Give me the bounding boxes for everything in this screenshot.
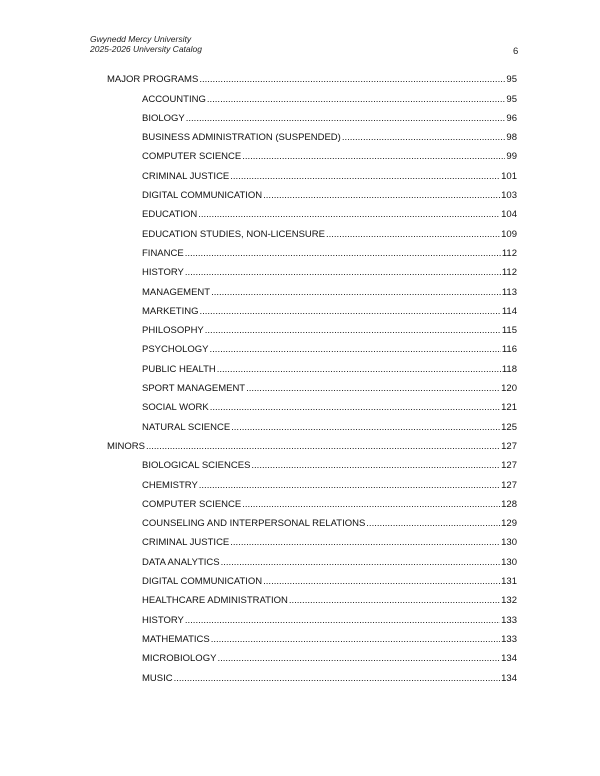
toc-entry[interactable] [0,375,517,394]
toc-entry[interactable] [0,124,517,143]
toc-entry-title: SOCIAL WORK [142,402,209,414]
toc-entry-title: HEALTHCARE ADMINISTRATION [142,595,288,607]
toc-entry[interactable] [0,568,517,587]
toc-entry-page: 125 [501,421,517,433]
toc-entry-page: 103 [501,190,517,202]
dot-leader [199,74,505,85]
dot-leader [242,499,500,510]
dot-leader [211,287,501,298]
toc-entry[interactable] [0,278,517,297]
dot-leader [185,615,500,626]
toc-entry[interactable] [0,413,517,432]
dot-leader [207,94,506,105]
toc-entry-page: 127 [501,479,517,491]
toc-entry-page: 134 [501,672,517,684]
toc-entry[interactable] [0,105,517,124]
toc-entry[interactable] [0,529,517,548]
toc-entry[interactable] [0,645,517,664]
toc-entry[interactable] [0,548,517,567]
toc-entry-page: 130 [501,556,517,568]
toc-section-entry[interactable] [0,66,517,85]
toc-entry-title: MAJOR PROGRAMS [107,74,199,86]
toc-entry[interactable] [0,587,517,606]
dot-leader [221,557,501,568]
toc-entry-title: ACCOUNTING [142,93,206,105]
toc-entry[interactable] [0,182,517,201]
toc-entry[interactable] [0,298,517,317]
toc-entry-page: 133 [501,614,517,626]
toc-entry-title: DATA ANALYTICS [142,556,220,568]
toc-entry-page: 127 [501,460,517,472]
toc-entry[interactable] [0,606,517,625]
toc-entry-title: COMPUTER SCIENCE [142,151,242,163]
toc-entry-title: HISTORY [142,267,184,279]
toc-entry-title: MICROBIOLOGY [142,653,217,665]
dot-leader [211,634,500,645]
toc-entry-page: 131 [501,576,517,588]
toc-entry-page: 129 [501,518,517,530]
toc-entry[interactable] [0,664,517,683]
toc-entry[interactable] [0,162,517,181]
toc-entry-page: 130 [501,537,517,549]
toc-entry-page: 121 [501,402,517,414]
toc-entry-page: 112 [501,247,517,259]
toc-entry-title: PUBLIC HEALTH [142,363,216,375]
toc-entry-page: 118 [501,363,517,375]
toc-entry-title: EDUCATION STUDIES, NON-LICENSURE [142,228,325,240]
toc-entry-page: 113 [501,286,517,298]
dot-leader [366,518,500,529]
dot-leader [289,595,500,606]
dot-leader [199,480,500,491]
toc-entry-title: COUNSELING AND INTERPERSONAL RELATIONS [142,518,366,530]
toc-entry-title: DIGITAL COMMUNICATION [142,576,263,588]
toc-entry-title: PSYCHOLOGY [142,344,209,356]
dot-leader [263,190,500,201]
dot-leader [185,248,501,259]
dot-leader [210,344,501,355]
catalog-title: 2025-2026 University Catalog [90,44,202,54]
dot-leader [185,267,501,278]
toc-entry[interactable] [0,491,517,510]
toc-entry-page: 96 [506,112,517,124]
toc-entry-title: CHEMISTRY [142,479,198,491]
table-of-contents [0,66,600,684]
toc-entry[interactable] [0,317,517,336]
dot-leader [217,653,500,664]
toc-entry[interactable] [0,626,517,645]
toc-entry-title: PHILOSOPHY [142,325,204,337]
toc-entry-title: NATURAL SCIENCE [142,421,231,433]
toc-entry-title: BUSINESS ADMINISTRATION (SUSPENDED) [142,132,341,144]
toc-entry[interactable] [0,240,517,259]
dot-leader [251,460,500,471]
toc-entry-page: 112 [501,267,517,279]
toc-entry-page: 95 [506,74,517,86]
dot-leader [210,402,500,413]
dot-leader [230,171,500,182]
toc-entry-title: COMPUTER SCIENCE [142,498,242,510]
toc-entry-page: 120 [501,383,517,395]
dot-leader [242,151,505,162]
toc-entry[interactable] [0,143,517,162]
toc-entry[interactable] [0,259,517,278]
toc-section-entry[interactable] [0,433,517,452]
toc-entry-page: 95 [506,93,517,105]
dot-leader [217,364,501,375]
toc-entry-page: 109 [501,228,517,240]
toc-entry-title: MINORS [107,440,145,452]
toc-entry-title: SPORT MANAGEMENT [142,383,246,395]
toc-entry-title: FINANCE [142,247,184,259]
page-header [90,34,202,54]
toc-entry[interactable] [0,201,517,220]
toc-entry-title: MARKETING [142,305,199,317]
toc-entry-title: BIOLOGICAL SCIENCES [142,460,251,472]
dot-leader [198,209,500,220]
dot-leader [230,537,500,548]
toc-entry-page: 116 [501,344,517,356]
dot-leader [186,113,506,124]
toc-entry-page: 114 [501,305,517,317]
toc-entry-title: DIGITAL COMMUNICATION [142,190,263,202]
toc-entry-page: 133 [501,633,517,645]
university-name: Gwynedd Mercy University [90,34,192,44]
toc-entry[interactable] [0,336,517,355]
dot-leader [231,422,500,433]
toc-entry[interactable] [0,220,517,239]
toc-entry[interactable] [0,355,517,374]
toc-entry[interactable] [0,85,517,104]
dot-leader [146,441,500,452]
toc-entry-title: EDUCATION [142,209,198,221]
dot-leader [174,673,501,684]
toc-entry-page: 104 [501,209,517,221]
dot-leader [199,306,500,317]
toc-entry-title: BIOLOGY [142,112,185,124]
toc-entry-title: CRIMINAL JUSTICE [142,170,230,182]
toc-entry-title: MUSIC [142,672,173,684]
toc-entry-page: 101 [501,170,517,182]
toc-entry[interactable] [0,510,517,529]
toc-entry[interactable] [0,394,517,413]
dot-leader [263,576,500,587]
dot-leader [326,229,500,240]
toc-entry-page: 99 [506,151,517,163]
toc-entry-page: 98 [506,132,517,144]
dot-leader [205,325,501,336]
toc-entry[interactable] [0,452,517,471]
toc-entry-page: 132 [501,595,517,607]
page-number: 6 [513,46,519,57]
toc-entry-page: 134 [501,653,517,665]
toc-entry-title: CRIMINAL JUSTICE [142,537,230,549]
toc-entry-page: 127 [501,440,517,452]
toc-entry-page: 128 [501,498,517,510]
dot-leader [246,383,500,394]
toc-entry-title: MANAGEMENT [142,286,211,298]
toc-entry-title: MATHEMATICS [142,633,210,645]
dot-leader [342,132,506,143]
toc-entry-page: 115 [501,325,517,337]
toc-entry[interactable] [0,471,517,490]
toc-entry-title: HISTORY [142,614,184,626]
